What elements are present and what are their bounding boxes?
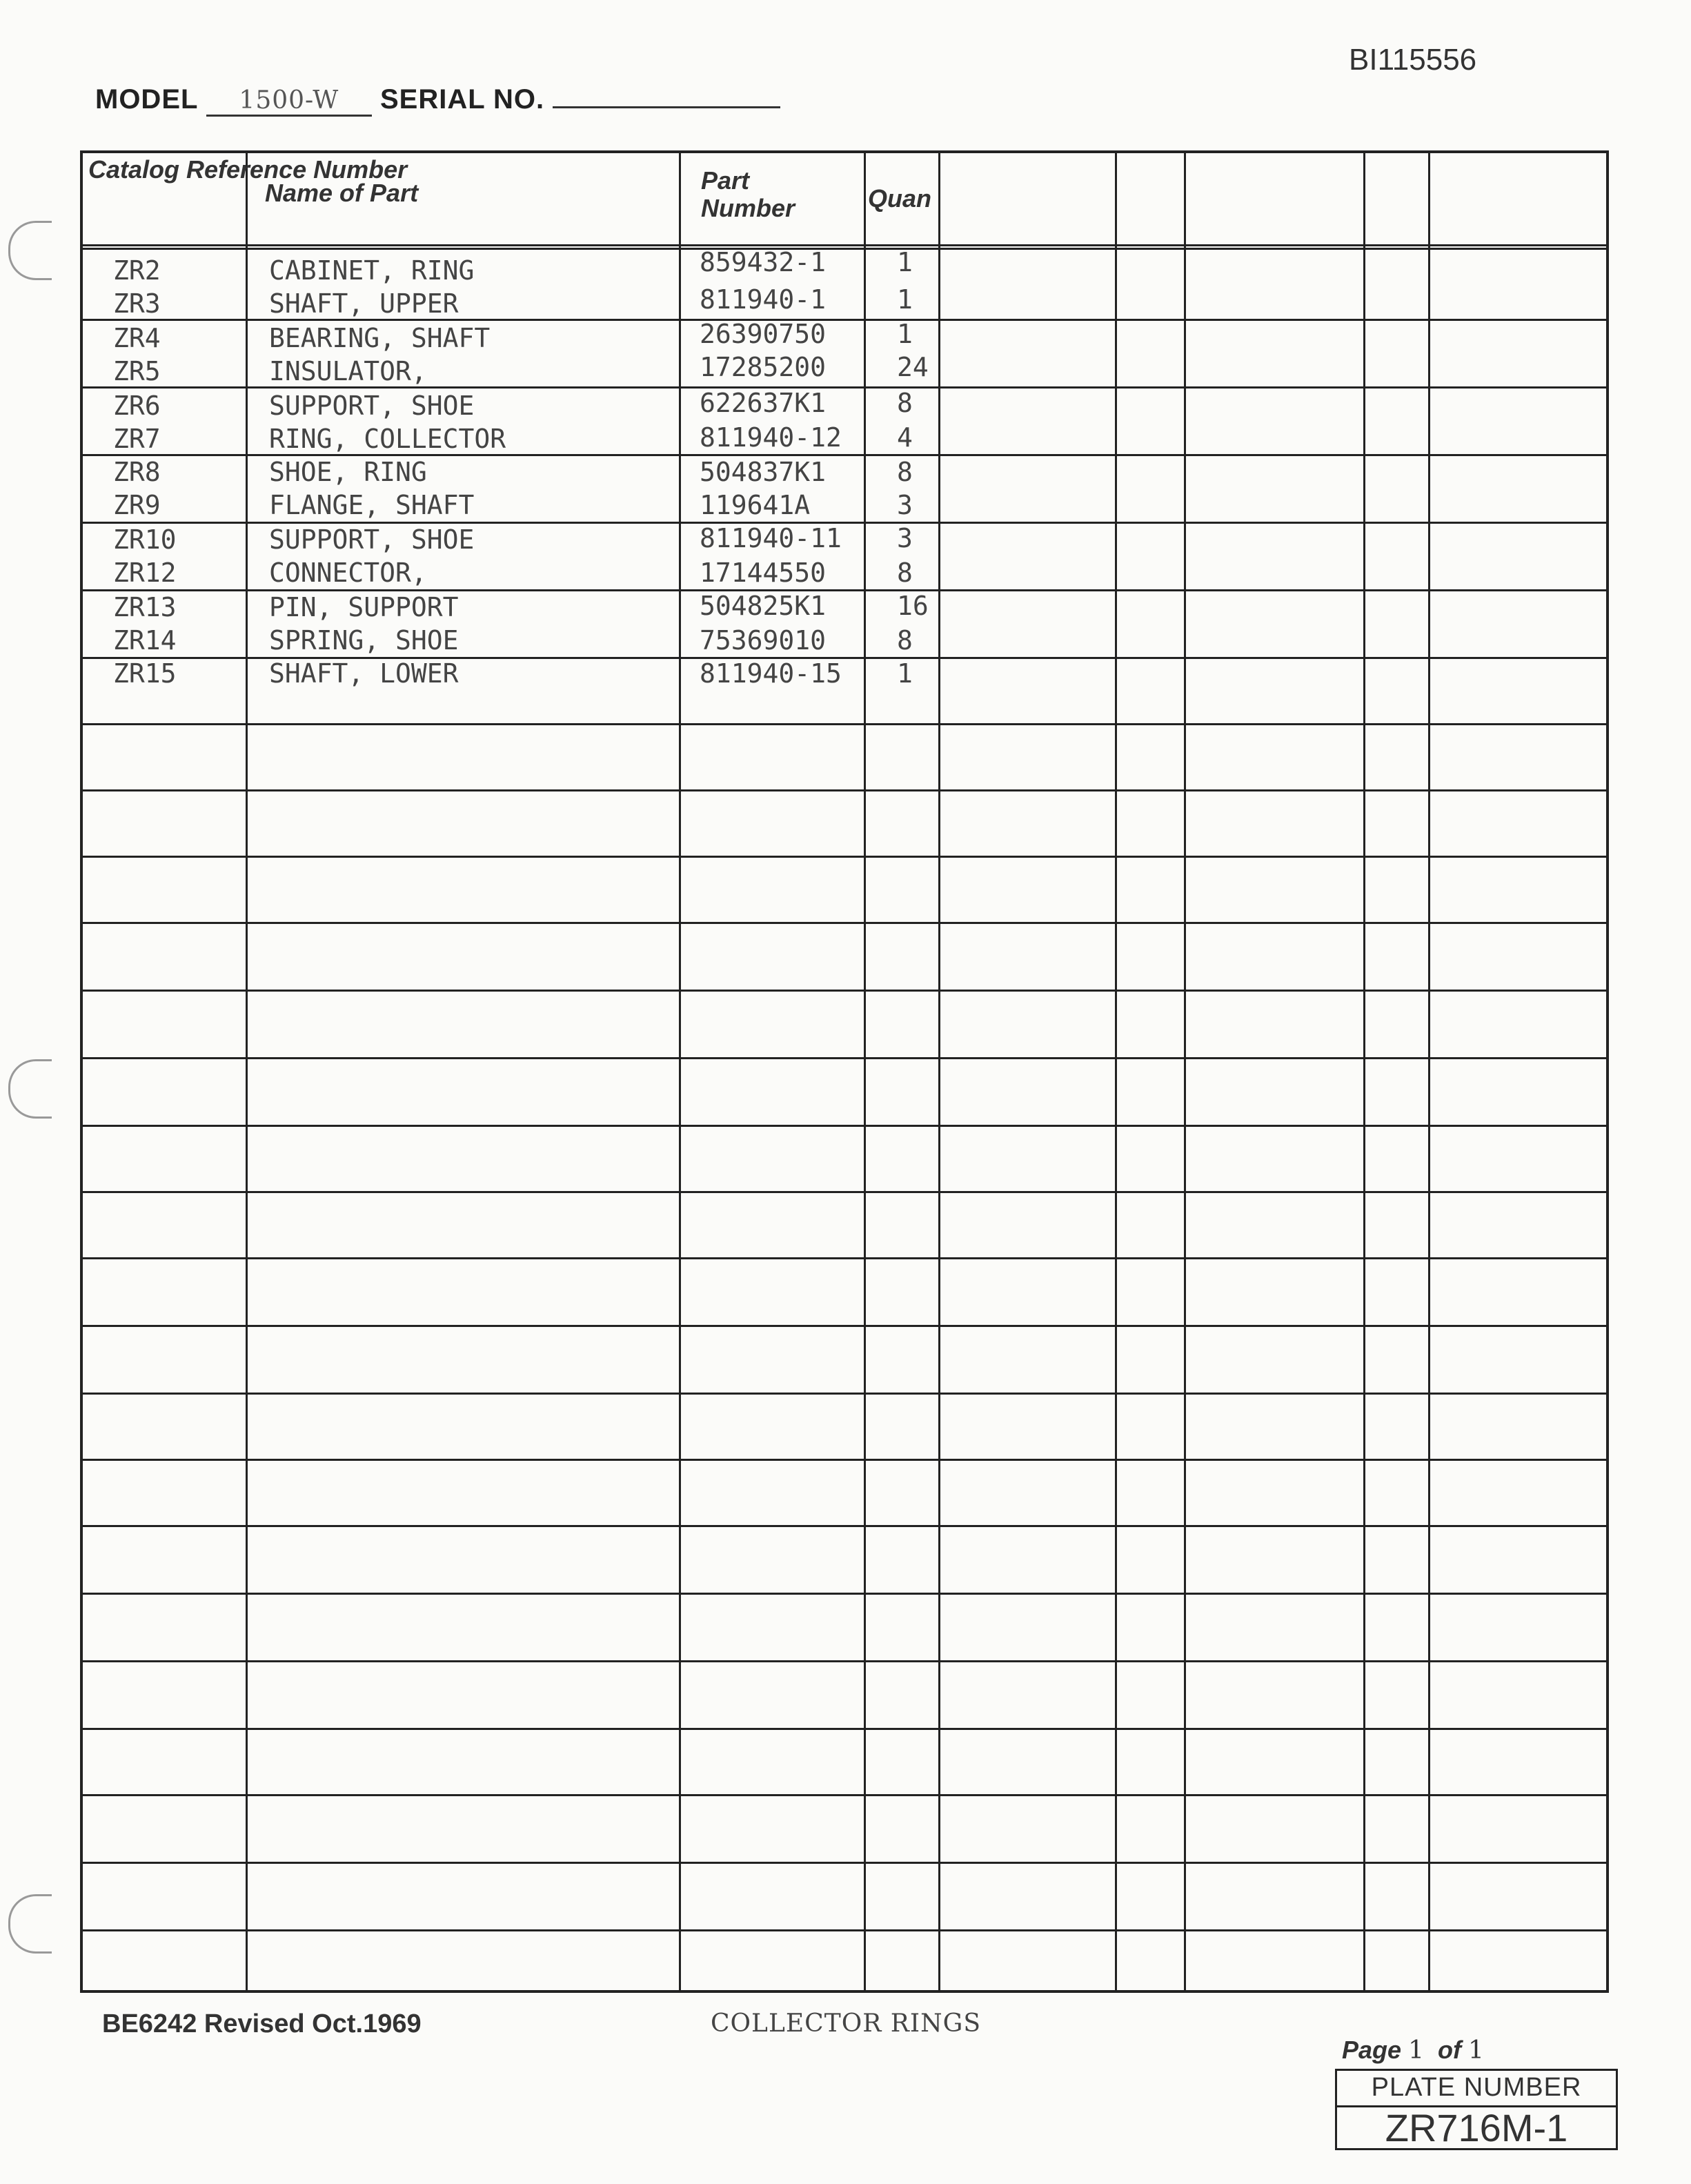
row-quantity: 3: [897, 490, 913, 520]
section-title: COLLECTOR RINGS: [711, 2009, 982, 2038]
row-quantity: 1: [897, 658, 913, 689]
model-label: MODEL: [95, 84, 198, 115]
row-part-number: 859432-1: [700, 247, 827, 277]
parts-table: [80, 150, 1609, 1993]
col-header-quantity: Quan: [868, 184, 932, 213]
of-label: of: [1437, 2036, 1461, 2064]
row-quantity: 8: [897, 625, 913, 656]
row-ref: ZR8: [113, 457, 161, 487]
row-quantity: 1: [897, 284, 913, 315]
row-name: RING, COLLECTOR: [269, 424, 506, 454]
row-name: SHAFT, UPPER: [269, 288, 459, 319]
row-ref: ZR9: [113, 490, 161, 520]
row-part-number: 17285200: [700, 352, 827, 382]
row-quantity: 8: [897, 558, 913, 588]
row-name: SHOE, RING: [269, 457, 427, 487]
model-serial-line: [95, 81, 780, 117]
row-part-number: 811940-1: [700, 284, 827, 315]
row-name: SUPPORT, SHOE: [269, 391, 475, 421]
punch-hole-middle: [8, 1059, 52, 1119]
row-ref: ZR12: [113, 558, 177, 588]
plate-number-box: [1335, 2069, 1618, 2150]
col-header-part-number: Part Number: [701, 166, 795, 222]
punch-hole-top: [8, 221, 52, 280]
row-name: SHAFT, LOWER: [269, 658, 459, 689]
row-ref: ZR2: [113, 255, 161, 286]
row-ref: ZR3: [113, 288, 161, 319]
row-ref: ZR15: [113, 658, 177, 689]
row-quantity: 16: [897, 591, 929, 621]
row-name: FLANGE, SHAFT: [269, 490, 475, 520]
row-quantity: 8: [897, 388, 913, 418]
row-part-number: 811940-12: [700, 422, 842, 453]
row-name: CABINET, RING: [269, 255, 475, 286]
col-header-catalog-ref: Catalog Reference Number: [88, 155, 408, 184]
row-part-number: 811940-11: [700, 523, 842, 553]
row-name: SUPPORT, SHOE: [269, 524, 475, 555]
row-name: CONNECTOR,: [269, 558, 427, 588]
row-name: SPRING, SHOE: [269, 625, 459, 656]
page-indicator: [1342, 2036, 1484, 2065]
row-part-number: 622637K1: [700, 388, 827, 418]
row-ref: ZR13: [113, 592, 177, 622]
page-total: 1: [1467, 2036, 1484, 2065]
row-ref: ZR6: [113, 391, 161, 421]
row-part-number: 504837K1: [700, 457, 827, 487]
row-part-number: 504825K1: [700, 591, 827, 621]
row-quantity: 24: [897, 352, 929, 382]
row-name: PIN, SUPPORT: [269, 592, 459, 622]
row-quantity: 1: [897, 247, 913, 277]
row-quantity: 3: [897, 523, 913, 553]
row-name: BEARING, SHAFT: [269, 323, 491, 353]
form-number: BE6242 Revised Oct.1969: [102, 2009, 422, 2038]
model-value: 1500-W: [206, 86, 372, 117]
col-header-name: Name of Part: [265, 179, 419, 207]
row-part-number: 811940-15: [700, 658, 842, 689]
row-ref: ZR10: [113, 524, 177, 555]
row-ref: ZR5: [113, 356, 161, 386]
punch-hole-bottom: [8, 1894, 52, 1954]
row-quantity: 4: [897, 422, 913, 453]
row-part-number: 119641A: [700, 490, 811, 520]
serial-value: [553, 81, 780, 108]
plate-number-label: PLATE NUMBER: [1337, 2071, 1616, 2107]
row-part-number: 26390750: [700, 319, 827, 349]
row-quantity: 8: [897, 457, 913, 487]
page-label: Page: [1342, 2036, 1402, 2064]
row-ref: ZR4: [113, 323, 161, 353]
serial-label: SERIAL NO.: [379, 84, 545, 115]
row-name: INSULATOR,: [269, 356, 427, 386]
page-number: 1: [1408, 2036, 1424, 2065]
document-id: BI115556: [1349, 43, 1477, 77]
row-quantity: 1: [897, 319, 913, 349]
row-part-number: 75369010: [700, 625, 827, 656]
row-part-number: 17144550: [700, 558, 827, 588]
plate-number-value: ZR716M-1: [1385, 2106, 1568, 2149]
row-ref: ZR14: [113, 625, 177, 656]
row-ref: ZR7: [113, 424, 161, 454]
